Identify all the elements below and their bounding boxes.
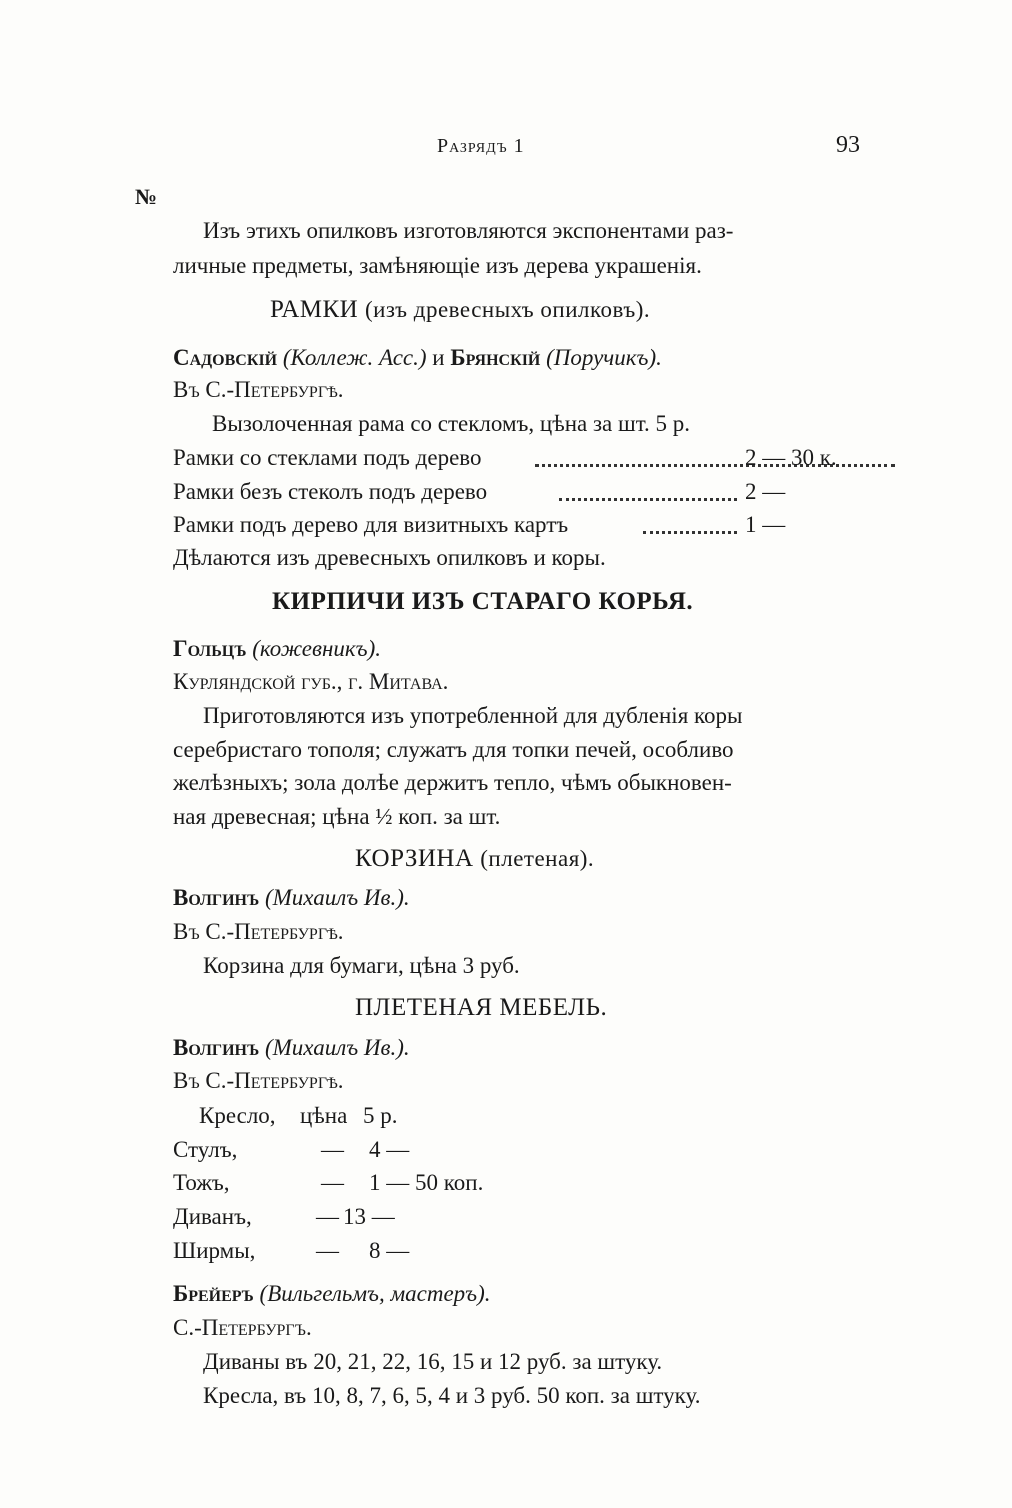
heading-text: РАМКИ: [270, 296, 359, 323]
price-list-row: [173, 479, 863, 509]
furniture-row: [173, 1170, 593, 1200]
conjunction: и: [432, 345, 445, 370]
place: Въ С.-Петербургѣ.: [173, 919, 344, 944]
maker-role: (Михаилъ Ив.).: [264, 1035, 410, 1060]
item-price: 1 — 50 коп.: [369, 1170, 484, 1195]
place-line: [173, 1316, 312, 1339]
section-heading-furniture: ПЛЕТЕНАЯ МЕБЕЛЬ.: [355, 994, 608, 1021]
maker-line-breyer: [173, 1282, 491, 1305]
section-heading-frames: [270, 296, 650, 324]
maker-role: (кожевникъ).: [252, 636, 382, 661]
item-price: 2 —: [745, 479, 786, 504]
price-line: Кресла, въ 10, 8, 7, 6, 5, 4 и 3 руб. 50 коп. за штуку.: [203, 1383, 701, 1408]
paragraph-line: ная древесная; цѣна ½ коп. за шт.: [173, 804, 501, 829]
maker-name: Брейеръ: [173, 1281, 254, 1306]
item-name: Рамки со стеклами подъ дерево: [173, 445, 482, 470]
frames-note: Дѣлаются изъ древесныхъ опилковъ и коры.: [173, 545, 606, 570]
section-heading-basket: [355, 845, 594, 873]
item-dash: —: [316, 1238, 339, 1263]
paragraph-line: Приготовляются изъ употребленной для дубленія коры: [203, 703, 743, 728]
place: Курляндской губ., г. Митава.: [173, 669, 449, 694]
place: Въ С.-Петербургѣ.: [173, 377, 344, 402]
price-line: Корзина для бумаги, цѣна 3 руб.: [203, 953, 520, 978]
heading-text: КОРЗИНА: [355, 845, 474, 872]
furniture-row: [173, 1238, 593, 1268]
heading-note: (плетеная).: [480, 846, 595, 871]
section-heading-bricks: КИРПИЧИ ИЗЪ СТАРАГО КОРЬЯ.: [272, 588, 694, 615]
place-line: [173, 920, 344, 943]
maker-name: Волгинъ: [173, 1035, 260, 1060]
running-head-title: Разрядъ 1: [437, 135, 525, 157]
item-name: Кресло,: [199, 1103, 276, 1128]
place-line: [173, 1069, 344, 1092]
place-line: [173, 378, 344, 401]
maker-role: (Коллеж. Асс.): [282, 345, 427, 370]
maker-role: (Вильгельмъ, мастеръ).: [259, 1281, 491, 1306]
maker-name: Брянскій: [450, 345, 541, 370]
item-dash: —: [321, 1137, 344, 1162]
furniture-row: [173, 1137, 593, 1167]
item-price: 13 —: [343, 1204, 395, 1229]
item-price: 8 —: [369, 1238, 410, 1263]
item-name: Диванъ,: [173, 1204, 252, 1229]
intro-line-1: Изъ этихъ опилковъ изготовляются экспонентами раз-: [203, 218, 734, 243]
place: Въ С.-Петербургѣ.: [173, 1068, 344, 1093]
margin-number-sign: №: [135, 184, 158, 209]
dot-leader: [535, 463, 895, 467]
item-name: Тожъ,: [173, 1170, 230, 1195]
item-name: Рамки безъ стеколъ подъ дерево: [173, 479, 488, 504]
item-price: 5 р.: [363, 1103, 398, 1128]
paragraph-line: желѣзныхъ; зола долѣе держитъ тепло, чѣмъ обыкновен-: [173, 770, 732, 795]
price-line: Диваны въ 20, 21, 22, 16, 15 и 12 руб. за штуку.: [203, 1349, 663, 1374]
maker-line-golts: [173, 637, 381, 660]
item-name: Рамки подъ дерево для визитныхъ картъ: [173, 512, 569, 537]
place-line: [173, 670, 448, 693]
furniture-row: [173, 1204, 593, 1234]
item-name: Ширмы,: [173, 1238, 256, 1263]
maker-line-volgin: [173, 1036, 410, 1059]
heading-note: (изъ древесныхъ опилковъ).: [364, 297, 651, 322]
page-number: 93: [836, 132, 860, 158]
dot-leader: [643, 530, 737, 534]
price-line: Вызолоченная рама со стекломъ, цѣна за шт. 5 р.: [212, 411, 691, 436]
item-label: цѣна: [300, 1103, 348, 1128]
item-name: Стулъ,: [173, 1137, 238, 1162]
maker-line-volgin: [173, 886, 410, 909]
item-price: 1 —: [745, 512, 786, 537]
maker-line-sadovsky: [173, 346, 662, 369]
intro-line-2: личные предметы, замѣняющіе изъ дерева украшенія.: [173, 253, 702, 278]
maker-name: Гольцъ: [173, 636, 247, 661]
price-list-row: [173, 445, 863, 475]
item-price: 4 —: [369, 1137, 410, 1162]
furniture-row: [173, 1103, 593, 1133]
maker-role: (Поручикъ).: [546, 345, 662, 370]
place: С.-Петербургъ.: [173, 1315, 312, 1340]
item-dash: —: [321, 1170, 344, 1195]
item-dash: —: [316, 1204, 339, 1229]
maker-role: (Михаилъ Ив.).: [264, 885, 410, 910]
dot-leader: [559, 497, 737, 501]
maker-name: Садовскій: [173, 345, 278, 370]
maker-name: Волгинъ: [173, 885, 260, 910]
price-list-row: [173, 512, 863, 542]
paragraph-line: серебристаго тополя; служатъ для топки печей, особливо: [173, 737, 734, 762]
item-price: 2 — 30 к.: [745, 445, 837, 470]
